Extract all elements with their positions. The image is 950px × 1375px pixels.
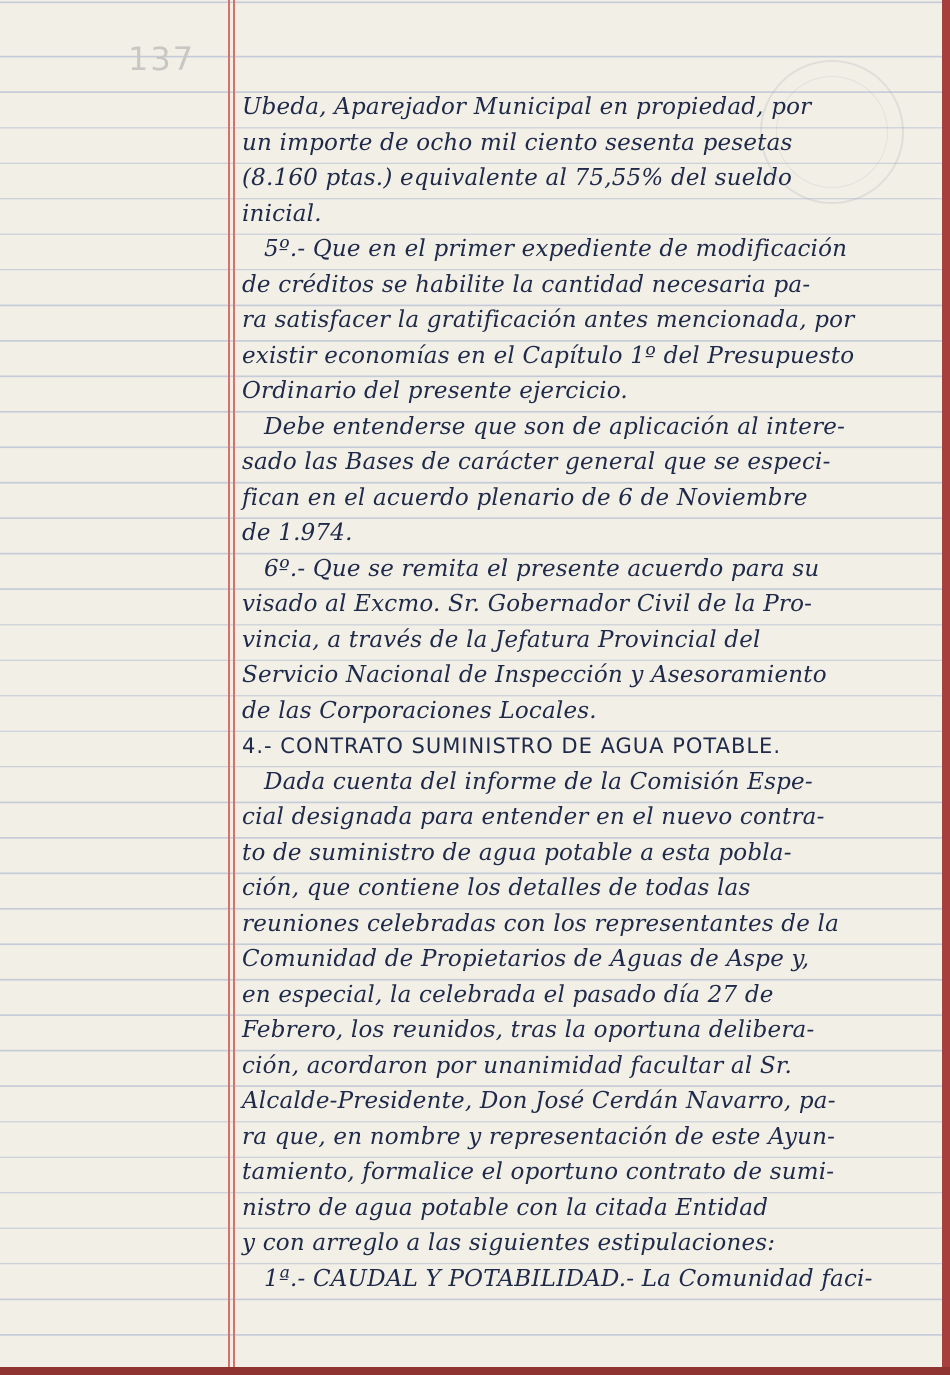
text-line: en especial, la celebrada el pasado día 27 de [242,981,774,1008]
text-line: ción, que contiene los detalles de todas las [242,875,751,901]
text-line: Ubeda, Aparejador Municipal en propiedad, por [242,94,812,120]
handwritten-text-body [242,90,910,1297]
text-line: tamiento, formalice el oportuno contrato de sumi- [242,1159,835,1185]
section-heading-line: 4.- CONTRATO SUMINISTRO DE AGUA POTABLE. [242,734,781,758]
text-line: 5º.- Que en el primer expediente de modificación [264,236,848,262]
text-line: Alcalde-Presidente, Don José Cerdán Navarro, pa- [242,1088,836,1114]
text-line: Febrero, los reunidos, tras la oportuna delibera- [242,1017,815,1043]
text-line: Debe entenderse que son de aplicación al intere- [264,413,846,440]
text-line: 1ª.- CAUDAL Y POTABILIDAD.- La Comunidad faci- [264,1265,873,1292]
text-line: 6º.- Que se remita el presente acuerdo para su [264,555,820,582]
text-line: reuniones celebradas con los representantes de la [242,910,839,937]
text-line: Comunidad de Propietarios de Aguas de Aspe y, [242,946,810,972]
text-line: vincia, a través de la Jefatura Provincial del [242,626,761,653]
text-line: de 1.974. [242,520,353,546]
text-line: cial designada para entender en el nuevo contra- [242,804,825,830]
text-line: fican en el acuerdo plenario de 6 de Noviembre [242,484,808,511]
text-line: y con arreglo a las siguientes estipulaciones: [242,1230,776,1256]
text-line: to de suministro de agua potable a esta pobla- [242,839,792,866]
text-line: (8.160 ptas.) equivalente al 75,55% del sueldo [242,165,793,191]
text-line: un importe de ocho mil ciento sesenta pesetas [242,129,793,156]
text-line: Ordinario del presente ejercicio. [242,378,628,404]
margin-rule-outer [228,0,230,1368]
text-line: de las Corporaciones Locales. [242,697,597,724]
text-line: ción, acordaron por unanimidad facultar al Sr. [242,1052,793,1079]
text-line: Servicio Nacional de Inspección y Asesoramiento [242,662,827,688]
binding-edge [0,1367,950,1375]
text-line: inicial. [242,200,322,227]
text-line: ra satisfacer la gratificación antes mencionada, por [242,307,855,333]
text-line: sado las Bases de carácter general que se especi- [242,449,831,475]
text-line: visado al Excmo. Sr. Gobernador Civil de la Pro- [242,591,813,617]
text-line: ra que, en nombre y representación de este Ayun- [242,1123,836,1150]
text-line: Dada cuenta del informe de la Comisión Espe- [264,768,813,795]
text-line: nistro de agua potable con la citada Entidad [242,1194,769,1221]
margin-rule-inner [233,0,235,1368]
text-line: existir economías en el Capítulo 1º del Presupuesto [242,342,855,369]
text-line: de créditos se habilite la cantidad necesaria pa- [242,271,811,298]
page-number: 137 [128,40,196,78]
